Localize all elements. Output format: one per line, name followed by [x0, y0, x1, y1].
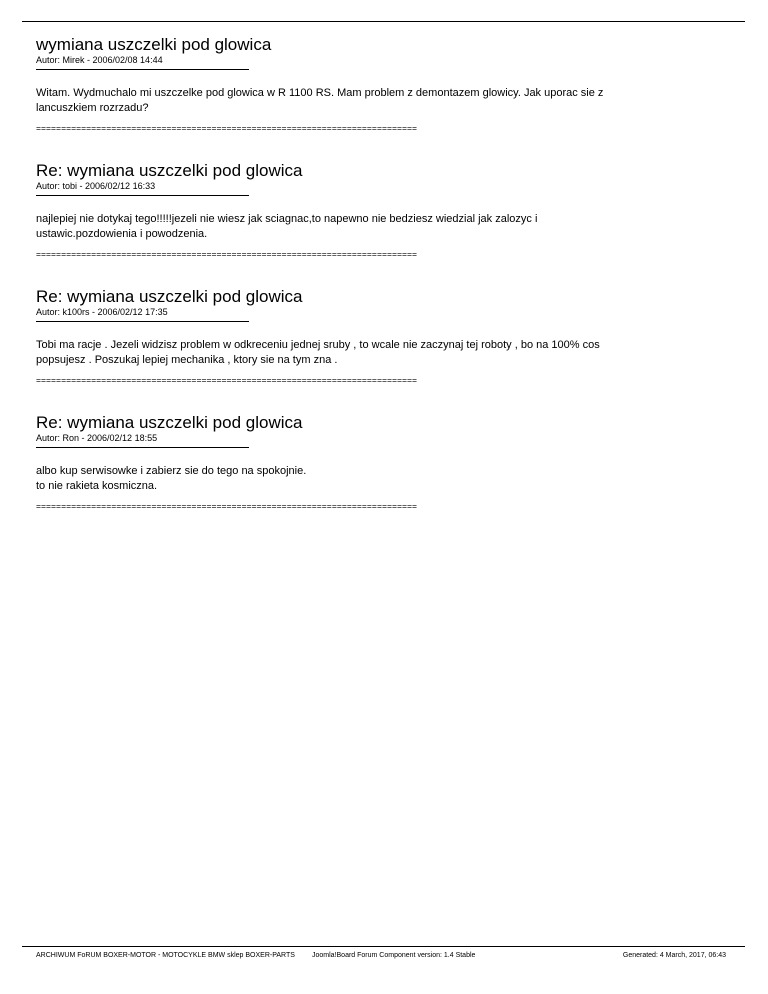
post-title: Re: wymiana uszczelki pod glowica	[36, 413, 303, 432]
post-separator: ============================================================================	[36, 249, 418, 259]
footer-component-version: Joomla!Board Forum Component version: 1.4 Stable	[312, 952, 476, 959]
page-footer	[36, 950, 726, 962]
post-body-line: Tobi ma racje . Jezeli widzisz problem w odkreceniu jednej sruby , to wcale nie zaczynaj tej roboty , bo na 100% cos	[36, 339, 600, 351]
post-body-line: najlepiej nie dotykaj tego!!!!!jezeli nie wiesz jak sciagnac,to napewno nie bedziesz wiedzial jak zalozyc i	[36, 213, 538, 225]
meta-divider	[36, 447, 249, 448]
footer-divider	[22, 946, 745, 947]
top-divider	[22, 21, 745, 22]
post-author-date: Autor: Ron - 2006/02/12 18:55	[36, 433, 158, 443]
post-list	[36, 35, 726, 539]
footer-site-name: ARCHIWUM FoRUM BOXER-MOTOR - MOTOCYKLE BMW sklep BOXER-PARTS	[36, 952, 295, 959]
post	[36, 161, 726, 287]
post-author-date: Autor: tobi - 2006/02/12 16:33	[36, 181, 156, 191]
post-body-line: to nie rakieta kosmiczna.	[36, 480, 158, 492]
post-title: Re: wymiana uszczelki pod glowica	[36, 287, 303, 306]
post-body	[36, 86, 726, 116]
post-body	[36, 464, 726, 494]
post	[36, 35, 726, 161]
post	[36, 287, 726, 413]
post-title: Re: wymiana uszczelki pod glowica	[36, 161, 303, 180]
post-separator: ============================================================================	[36, 375, 418, 385]
post-body-line: lancuszkiem rozrzadu?	[36, 102, 149, 114]
post-body-line: Witam. Wydmuchalo mi uszczelke pod glowica w R 1100 RS. Mam problem z demontazem glowicy. Jak uporac sie z	[36, 87, 604, 99]
post-author-date: Autor: Mirek - 2006/02/08 14:44	[36, 55, 163, 65]
post-separator: ============================================================================	[36, 501, 418, 511]
post-body	[36, 212, 726, 242]
post-body	[36, 338, 726, 368]
meta-divider	[36, 321, 249, 322]
meta-divider	[36, 69, 249, 70]
meta-divider	[36, 195, 249, 196]
post-body-line: popsujesz . Poszukaj lepiej mechanika , ktory sie na tym zna .	[36, 354, 338, 366]
post-separator: ============================================================================	[36, 123, 418, 133]
footer-generated-date: Generated: 4 March, 2017, 06:43	[622, 952, 726, 959]
post	[36, 413, 726, 539]
post-body-line: ustawic.pozdowienia i powodzenia.	[36, 228, 208, 240]
post-body-line: albo kup serwisowke i zabierz sie do tego na spokojnie.	[36, 465, 307, 477]
post-title: wymiana uszczelki pod glowica	[36, 35, 272, 54]
post-author-date: Autor: k100rs - 2006/02/12 17:35	[36, 307, 168, 317]
